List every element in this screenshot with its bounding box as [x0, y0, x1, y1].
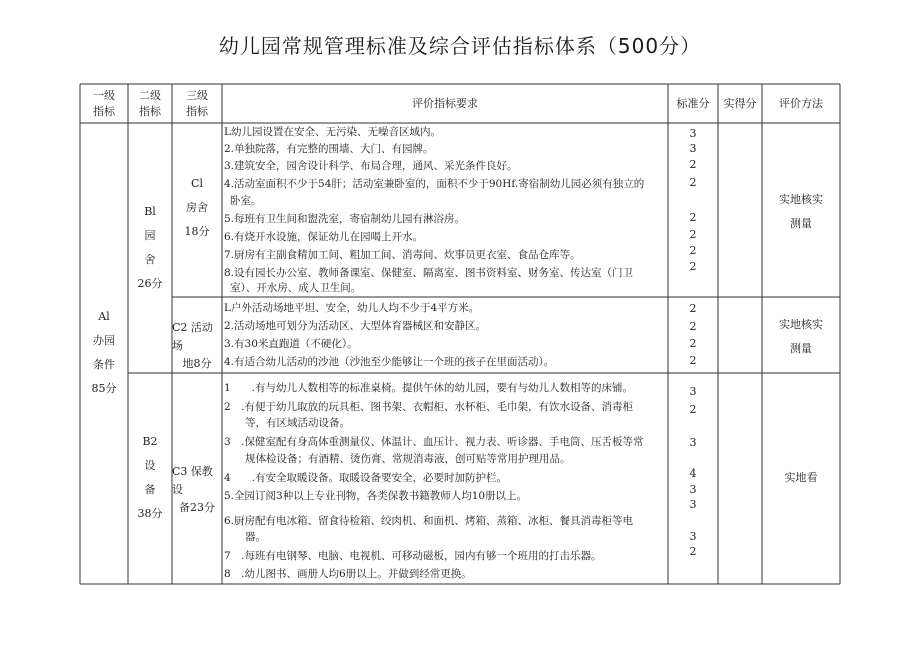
b2-name-2: 备 [144, 483, 156, 496]
c2-name: C2 活动场 [172, 321, 213, 352]
c1-method-line1: 实地核实 [779, 193, 823, 206]
header-method-label: 评价方法 [779, 96, 823, 110]
list-item: 1 .有与幼儿人数相等的标准桌椅。提供午休的幼儿园，要有与幼儿人数相等的床铺。 [224, 382, 634, 394]
header-level3 [172, 84, 222, 123]
level2-b1 [128, 200, 172, 296]
header-level3-line1: 三级 [186, 88, 208, 102]
score-value: 3 [689, 530, 697, 543]
list-item: 4.活动室面积不少于54肝；活动室兼卧室的，面积不少于90Hf.寄宿制幼儿园必须有独立的 [224, 178, 645, 190]
page-title: 幼儿园常规管理标准及综合评估指标体系（500分） [218, 34, 702, 58]
list-item: 4 .有安全取暖设备。取暖设备要安全，必要时加防护栏。 [224, 472, 508, 484]
score-value: 3 [689, 385, 697, 398]
level3-c2 [172, 319, 222, 373]
list-item: 3.有30米直跑道（不硬化）。 [224, 338, 358, 350]
score-value: 2 [689, 354, 697, 367]
c3-name: C3 保教设 [172, 465, 213, 496]
list-item: 6.有烧开水设施，保证幼儿在园喝上开水。 [224, 231, 424, 243]
score-value: 2 [689, 545, 697, 558]
score-value: 3 [689, 142, 697, 155]
list-item: L户外活动场地平坦、安全，幼儿人均不少于4平方米。 [224, 302, 480, 314]
score-value: 3 [689, 127, 697, 140]
header-method [762, 84, 840, 123]
score-value: 2 [689, 211, 697, 224]
c1-method [762, 188, 840, 236]
header-level2-line2: 指标 [139, 104, 161, 118]
b2-code: B2 [142, 435, 158, 448]
c3-method: 实地看 [784, 471, 818, 484]
c1-method-line2: 测量 [790, 217, 812, 230]
list-item: 室）、开水房、成人卫生间。 [230, 282, 362, 294]
level3-c1 [172, 172, 222, 244]
c3-score: 备23分 [179, 501, 215, 514]
level1-name-2: 条件 [93, 358, 115, 371]
b1-score: 26分 [137, 277, 163, 290]
level1-code: Al [98, 310, 110, 323]
b2-score: 38分 [137, 507, 163, 520]
header-content [222, 84, 668, 123]
score-value: 2 [689, 260, 697, 273]
header-actual-label: 实得分 [723, 96, 757, 110]
list-item: L幼儿园设置在安全、无污染、无噪音区域内。 [224, 126, 441, 138]
score-value: 2 [689, 228, 697, 241]
list-item: 7.厨房有主副食精加工间、粗加工间、消毒间、炊事员更衣室、食品仓库等。 [224, 249, 581, 261]
b2-name-1: 设 [144, 459, 156, 472]
score-value: 2 [689, 337, 697, 350]
c2-method-line2: 测量 [790, 342, 812, 355]
list-item: 2 .有便于幼儿取放的玩具柜、图书架、衣帽柜、水杯柜、毛巾架，有饮水设备、消毒柜 [224, 401, 634, 413]
list-item: 8.设有园长办公室、教师备课室、保健室、隔离室、图书资料室、财务室、传达室（门卫 [224, 267, 634, 279]
list-item: 6.厨房配有电冰箱、留食待检箱、绞肉机、和面机、烤箱、蒸箱、冰柜、餐具消毒柜等电 [224, 515, 634, 527]
list-item: 卧室。 [230, 195, 262, 207]
header-level1-line2: 指标 [93, 104, 115, 118]
score-value: 2 [689, 176, 697, 189]
list-item: 2.活动场地可划分为活动区、大型体育器械区和安静区。 [224, 320, 487, 332]
header-level1-line1: 一级 [93, 88, 115, 102]
level2-b2 [128, 430, 172, 526]
score-value: 2 [689, 244, 697, 257]
c1-score: 18分 [184, 225, 210, 238]
list-item: 2.单独院落，有完整的围墙、大门、有园牌。 [224, 143, 434, 155]
score-value: 2 [689, 403, 697, 416]
header-level3-line2: 指标 [186, 104, 208, 118]
list-item: 4.有适合幼儿活动的沙池（沙池至少能够让一个班的孩子在里面活动）。 [224, 356, 555, 368]
list-item: 器。 [224, 531, 266, 543]
level1-name-1: 办园 [93, 334, 115, 347]
header-level2-line1: 二级 [139, 88, 161, 102]
c1-code: Cl [191, 177, 203, 190]
list-item: 3.建筑安全，园舍设计科学、布局合理，通风、采光条件良好。 [224, 160, 518, 172]
list-item: 5.全园订阅3种以上专业刊物，各类保教书籍教师人均10册以上。 [224, 490, 528, 502]
c2-score: 地8分 [182, 357, 212, 370]
level1-score: 85分 [91, 382, 117, 395]
list-item: 3 .保健室配有身高体重测量仪、体温计、血压计、视力表、听诊器、手电筒、压舌板等常 [224, 436, 644, 448]
score-value: 2 [689, 158, 697, 171]
score-value: 3 [689, 498, 697, 511]
header-level2 [128, 84, 172, 123]
b1-name-1: 园 [144, 229, 156, 242]
level1-a1 [80, 305, 128, 401]
c2-method [762, 313, 840, 361]
header-content-label: 评价指标要求 [412, 96, 478, 110]
level3-c3 [172, 463, 222, 517]
score-value: 3 [689, 483, 697, 496]
header-standard [668, 84, 718, 123]
header-level1 [80, 84, 128, 123]
list-item: 规体检设备；有酒精、烫伤膏、常规消毒液，创可贴等常用护理用品。 [224, 453, 571, 465]
list-item: 8 .幼儿图书、画册人均6册以上。并做到经常更换。 [224, 568, 472, 580]
header-standard-label: 标准分 [676, 96, 710, 110]
b1-name-2: 舍 [144, 253, 156, 266]
list-item: 7 .每班有电钢琴、电脑、电视机、可移动磁板，园内有够一个班用的打击乐器。 [224, 550, 602, 562]
list-item: 5.每班有卫生间和盥洗室，寄宿制幼儿园有淋浴房。 [224, 213, 466, 225]
c1-name: 房舍 [186, 201, 208, 214]
list-item: 等，有区域活动设备。 [224, 417, 350, 429]
c2-method-line1: 实地核实 [779, 318, 823, 331]
score-value: 2 [689, 302, 697, 315]
header-actual [718, 84, 762, 123]
score-value: 2 [689, 320, 697, 333]
score-value: 4 [689, 467, 697, 480]
b1-code: Bl [144, 205, 156, 218]
score-value: 3 [689, 436, 697, 449]
